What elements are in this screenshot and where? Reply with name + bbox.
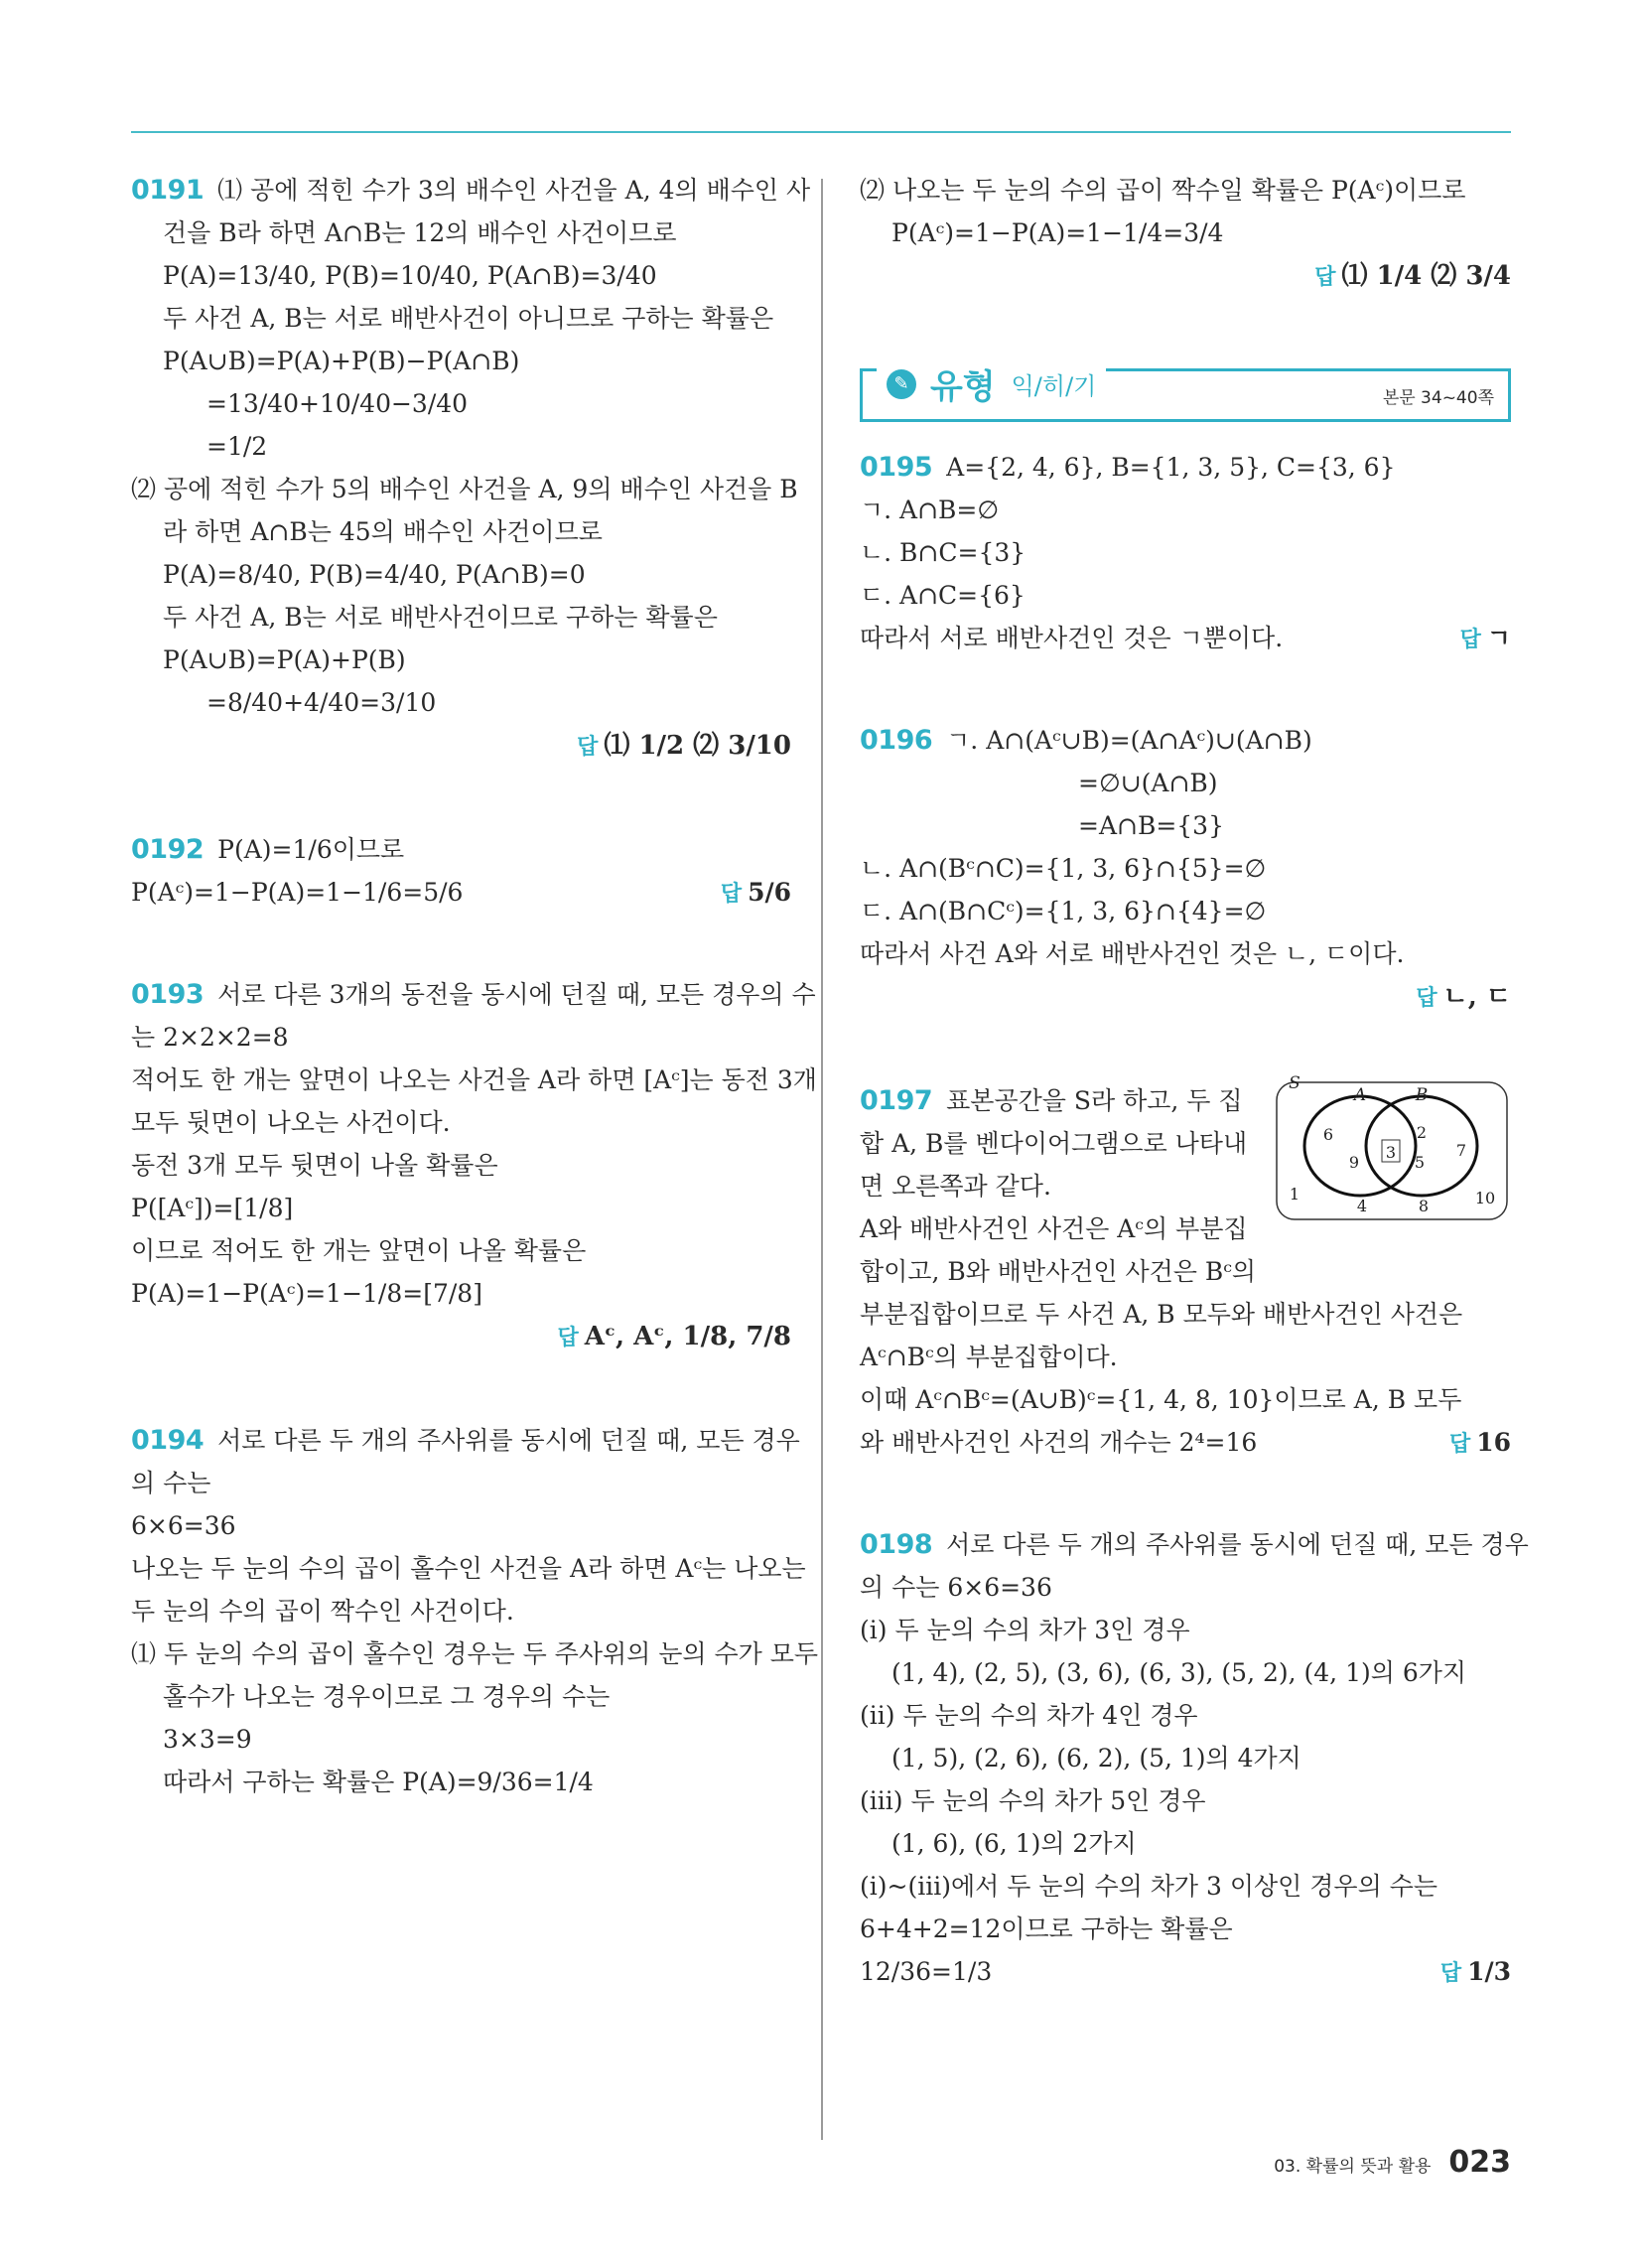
text-line: [131, 1144, 791, 1187]
inline-answer: [1449, 1421, 1511, 1466]
answer-line: [131, 1315, 791, 1359]
line-text: Aᶜ∩Bᶜ의 부분집합이다.: [860, 1343, 1118, 1371]
venn-value: 2: [1416, 1123, 1428, 1142]
text-line: [860, 1293, 1511, 1336]
text-line: [860, 617, 1511, 659]
venn-value: 9: [1348, 1153, 1360, 1172]
text-line: [131, 871, 791, 914]
line-text: (1, 6), (6, 1)의 2가지: [891, 1829, 1137, 1858]
text-line: [131, 828, 791, 871]
line-text: ⑵ 공에 적힌 수가 5의 배수인 사건을 A, 9의 배수인 사건을 B: [131, 475, 798, 503]
line-text: 적어도 한 개는 앞면이 나오는 사건을 A라 하면 [Aᶜ]는 동전 3개: [131, 1065, 817, 1094]
text-line: [131, 340, 791, 382]
text-line: [860, 804, 1511, 847]
text-line: [860, 574, 1511, 617]
text-line: [860, 489, 1511, 531]
line-text: 면 오른쪽과 같다.: [860, 1172, 1051, 1201]
answer-line: [860, 254, 1511, 299]
answer-value: ⑴ 1/4 ⑵ 3/4: [1341, 261, 1511, 291]
line-text: 6+4+2=12이므로 구하는 확률은: [860, 1914, 1233, 1943]
text-line: [860, 762, 1511, 804]
line-text: ㄱ. A∩B=∅: [860, 496, 1000, 524]
text-line: [131, 1059, 817, 1101]
line-text: ㄱ. A∩(Aᶜ∪B)=(A∩Aᶜ)∪(A∩B): [946, 726, 1312, 755]
line-text: 따라서 구하는 확률은 P(A)=9/36=1/4: [163, 1768, 594, 1796]
line-text: ⑵ 나오는 두 눈의 수의 곱이 짝수일 확률은 P(Aᶜ)이므로: [860, 176, 1466, 205]
answer-tag: 답: [1459, 628, 1481, 652]
line-text: 6×6=36: [131, 1511, 236, 1540]
problem-number: 0191: [131, 175, 205, 206]
problem-number: 0196: [860, 725, 933, 756]
spacer: [131, 769, 791, 828]
answer-value: 1/3: [1467, 1957, 1511, 1986]
line-text: =13/40+10/40−3/40: [206, 389, 469, 418]
spacer: [860, 659, 1511, 719]
line-text: (ⅱ) 두 눈의 수의 차가 4인 경우: [860, 1701, 1198, 1730]
text-line: [860, 1651, 1511, 1694]
inline-answer: [1460, 617, 1511, 661]
text-line: [131, 1462, 791, 1504]
text-line: [131, 1187, 791, 1229]
text-line: [131, 1504, 791, 1547]
problem-number: 0192: [131, 834, 205, 865]
line-text: P(Aᶜ)=1−P(A)=1−1/4=3/4: [891, 218, 1224, 247]
venn-value: 3: [1385, 1143, 1397, 1162]
text-line: [860, 1378, 1511, 1421]
line-text: 서로 다른 3개의 동전을 동시에 던질 때, 모든 경우의 수: [217, 980, 816, 1009]
text-line: [860, 169, 1511, 212]
page-number: 023: [1448, 2145, 1511, 2180]
page-footer: [1274, 2145, 1511, 2180]
text-line: [131, 1761, 791, 1803]
line-text: 는 2×2×2=8: [131, 1023, 289, 1052]
line-text: P(A)=13/40, P(B)=10/40, P(A∩B)=3/40: [163, 261, 657, 290]
line-text: 부분집합이므로 두 사건 A, B 모두와 배반사건인 사건은: [860, 1300, 1463, 1329]
text-line: [131, 1718, 791, 1761]
text-line: [860, 1779, 1511, 1822]
text-line: [131, 1632, 819, 1675]
text-line: [131, 973, 816, 1016]
answer-line: [131, 724, 791, 769]
line-text: A={2, 4, 6}, B={1, 3, 5}, C={3, 6}: [946, 453, 1396, 482]
line-text: 서로 다른 두 개의 주사위를 동시에 던질 때, 모든 경우: [217, 1426, 800, 1455]
text-line: [131, 1590, 791, 1632]
line-text: 두 사건 A, B는 서로 배반사건이 아니므로 구하는 확률은: [163, 304, 774, 333]
right-column: [860, 169, 1529, 1993]
text-line: [131, 468, 798, 510]
answer-tag: 답: [1439, 1961, 1462, 1986]
section-reference: 본문 34~40쪽: [1382, 388, 1494, 408]
line-text: ㄷ. A∩C={6}: [860, 581, 1026, 610]
line-text: P(Aᶜ)=1−P(A)=1−1/6=5/6: [131, 878, 464, 907]
text-line: [860, 1250, 1511, 1293]
line-text: =∅∪(A∩B): [1078, 769, 1218, 797]
line-text: P(A)=8/40, P(B)=4/40, P(A∩B)=0: [163, 560, 586, 589]
line-text: P(A)=1/6이므로: [217, 835, 405, 864]
text-line: [131, 553, 791, 596]
venn-value: 4: [1356, 1197, 1368, 1215]
text-line: [131, 169, 811, 212]
text-line: [860, 719, 1511, 762]
answer-tag: 답: [577, 735, 599, 760]
text-line: [860, 1421, 1511, 1464]
line-text: ⑴ 공에 적힌 수가 3의 배수인 사건을 A, 4의 배수인 사: [217, 176, 811, 205]
line-text: (1, 4), (2, 5), (3, 6), (6, 3), (5, 2), (4, 1)의 6가지: [891, 1658, 1467, 1687]
chapter-label: 03. 확률의 뜻과 활용: [1274, 2157, 1432, 2177]
answer-line: [860, 975, 1511, 1020]
line-text: =8/40+4/40=3/10: [206, 688, 437, 717]
text-line: [131, 1101, 791, 1144]
line-text: 3×3=9: [163, 1725, 252, 1754]
top-rule: [131, 131, 1511, 133]
text-line: [860, 531, 1511, 574]
text-line: [131, 1675, 791, 1718]
line-text: 와 배반사건인 사건의 개수는 2⁴=16: [860, 1428, 1258, 1457]
text-line: [131, 212, 791, 254]
line-text: 따라서 사건 A와 서로 배반사건인 것은 ㄴ, ㄷ이다.: [860, 939, 1405, 968]
text-line: [860, 1336, 1511, 1378]
text-line: [131, 425, 791, 468]
spacer: [131, 914, 791, 973]
line-text: (ⅰ)~(ⅲ)에서 두 눈의 수의 차가 3 이상인 경우의 수는: [860, 1872, 1437, 1901]
line-text: 라 하면 A∩B는 45의 배수인 사건이므로: [163, 517, 603, 546]
line-text: 합이고, B와 배반사건인 사건은 Bᶜ의: [860, 1257, 1257, 1286]
line-text: 의 수는 6×6=36: [860, 1573, 1052, 1602]
line-text: 나오는 두 눈의 수의 곱이 홀수인 사건을 A라 하면 Aᶜ는 나오는: [131, 1554, 806, 1583]
venn-value: 1: [1289, 1185, 1300, 1204]
text-line: [131, 1547, 806, 1590]
venn-label-b: B: [1415, 1085, 1429, 1105]
answer-value: 16: [1476, 1428, 1511, 1457]
inline-answer: [721, 871, 791, 916]
problem-number: 0197: [860, 1085, 933, 1116]
line-text: =1/2: [206, 432, 268, 461]
column-divider: [821, 179, 823, 2140]
text-line: [131, 638, 791, 681]
line-text: 홀수가 나오는 경우이므로 그 경우의 수는: [163, 1682, 611, 1711]
line-text: 두 사건 A, B는 서로 배반사건이므로 구하는 확률은: [163, 603, 718, 632]
line-text: (ⅲ) 두 눈의 수의 차가 5인 경우: [860, 1786, 1206, 1815]
section-subtitle: 익/히/기: [1011, 372, 1097, 400]
venn-value: 8: [1418, 1197, 1430, 1215]
text-line: [860, 1566, 1511, 1609]
answer-tag: 답: [1416, 986, 1437, 1011]
text-line: [131, 1016, 791, 1059]
venn-value: 10: [1474, 1189, 1496, 1207]
line-text: 두 눈의 수의 곱이 짝수인 사건이다.: [131, 1597, 514, 1626]
text-line: [860, 1694, 1511, 1737]
answer-tag: 답: [557, 1326, 579, 1350]
text-line: [131, 382, 791, 425]
text-line: [131, 596, 791, 638]
section-header-badge: [877, 359, 1106, 408]
line-text: P(A)=1−P(Aᶜ)=1−1/8=[7/8]: [131, 1279, 482, 1308]
line-text: 건을 B라 하면 A∩B는 12의 배수인 사건이므로: [163, 218, 677, 247]
spacer: [860, 1020, 1511, 1079]
venn-value: 6: [1322, 1125, 1334, 1144]
answer-value: ㄴ, ㄷ: [1442, 982, 1511, 1012]
line-text: ㄴ. A∩(Bᶜ∩C)={1, 3, 6}∩{5}=∅: [860, 854, 1267, 883]
line-text: P(A∪B)=P(A)+P(B)−P(A∩B): [163, 347, 520, 375]
line-text: 이므로 적어도 한 개는 앞면이 나올 확률은: [131, 1236, 587, 1265]
line-text: P([Aᶜ])=[1/8]: [131, 1194, 294, 1222]
text-line: [131, 681, 791, 724]
line-text: 모두 뒷면이 나오는 사건이다.: [131, 1108, 451, 1137]
text-line: [860, 1737, 1511, 1779]
text-line: [860, 932, 1511, 975]
text-line: [860, 212, 1511, 254]
text-line: [860, 446, 1511, 489]
right-bottom-block: [860, 446, 1529, 1993]
line-text: (1, 5), (2, 6), (6, 2), (5, 1)의 4가지: [891, 1744, 1301, 1772]
venn-value: 7: [1455, 1141, 1467, 1160]
problem-number: 0195: [860, 452, 933, 483]
text-line: [131, 1229, 791, 1272]
venn-value: 5: [1414, 1153, 1426, 1172]
text-line: [131, 1272, 791, 1315]
section-header: [860, 368, 1511, 422]
text-line: [860, 847, 1511, 890]
text-line: [860, 890, 1511, 932]
set-a-circle: [1304, 1096, 1416, 1196]
text-line: [860, 1822, 1511, 1865]
spacer: [860, 1464, 1511, 1523]
line-text: =A∩B={3}: [1078, 811, 1224, 840]
answer-value: Aᶜ, Aᶜ, 1/8, 7/8: [584, 1322, 791, 1351]
answer-tag: 답: [720, 882, 743, 907]
text-line: [131, 510, 791, 553]
problem-number: 0194: [131, 1425, 205, 1456]
answer-tag: 답: [1314, 265, 1336, 290]
answer-tag: 답: [1448, 1432, 1471, 1457]
line-text: 동전 3개 모두 뒷면이 나올 확률은: [131, 1151, 498, 1180]
spacer: [131, 1359, 791, 1419]
line-text: 따라서 서로 배반사건인 것은 ㄱ뿐이다.: [860, 624, 1284, 652]
section-title: 유형: [929, 367, 996, 407]
text-line: [860, 1950, 1511, 1993]
answer-value: 5/6: [748, 878, 791, 907]
line-text: 합 A, B를 벤다이어그램으로 나타내: [860, 1129, 1248, 1158]
line-text: (ⅰ) 두 눈의 수의 차가 3인 경우: [860, 1616, 1190, 1644]
line-text: ㄷ. A∩(B∩Cᶜ)={1, 3, 6}∩{4}=∅: [860, 897, 1267, 925]
line-text: 서로 다른 두 개의 주사위를 동시에 던질 때, 모든 경우: [946, 1530, 1529, 1559]
line-text: 이때 Aᶜ∩Bᶜ=(A∪B)ᶜ={1, 4, 8, 10}이므로 A, B 모두: [860, 1385, 1462, 1414]
line-text: 의 수는: [131, 1469, 211, 1497]
line-text: P(A∪B)=P(A)+P(B): [163, 645, 406, 674]
line-text: A와 배반사건인 사건은 Aᶜ의 부분집: [860, 1214, 1248, 1243]
text-line: [131, 1419, 800, 1462]
line-text: ⑴ 두 눈의 수의 곱이 홀수인 경우는 두 주사위의 눈의 수가 모두: [131, 1639, 819, 1668]
right-top-block: [860, 169, 1511, 299]
line-text: 12/36=1/3: [860, 1957, 993, 1986]
line-text: ㄴ. B∩C={3}: [860, 538, 1026, 567]
problem-number: 0193: [131, 979, 205, 1010]
text-line: [860, 1908, 1511, 1950]
left-column: [131, 169, 819, 1803]
inline-answer: [1440, 1950, 1511, 1995]
problem-number: 0198: [860, 1529, 933, 1560]
text-line: [860, 1609, 1511, 1651]
venn-label-a: A: [1353, 1085, 1367, 1105]
line-text: 표본공간을 S라 하고, 두 집: [946, 1086, 1243, 1115]
text-line: [131, 297, 791, 340]
text-line: [860, 1865, 1511, 1908]
venn-diagram: [1273, 1074, 1511, 1223]
pencil-icon: ✎: [887, 369, 916, 399]
text-line: [860, 1523, 1529, 1566]
answer-value: ⑴ 1/2 ⑵ 3/10: [604, 731, 791, 761]
answer-value: ㄱ: [1486, 624, 1511, 652]
venn-label-s: S: [1289, 1074, 1300, 1093]
text-line: [131, 254, 791, 297]
